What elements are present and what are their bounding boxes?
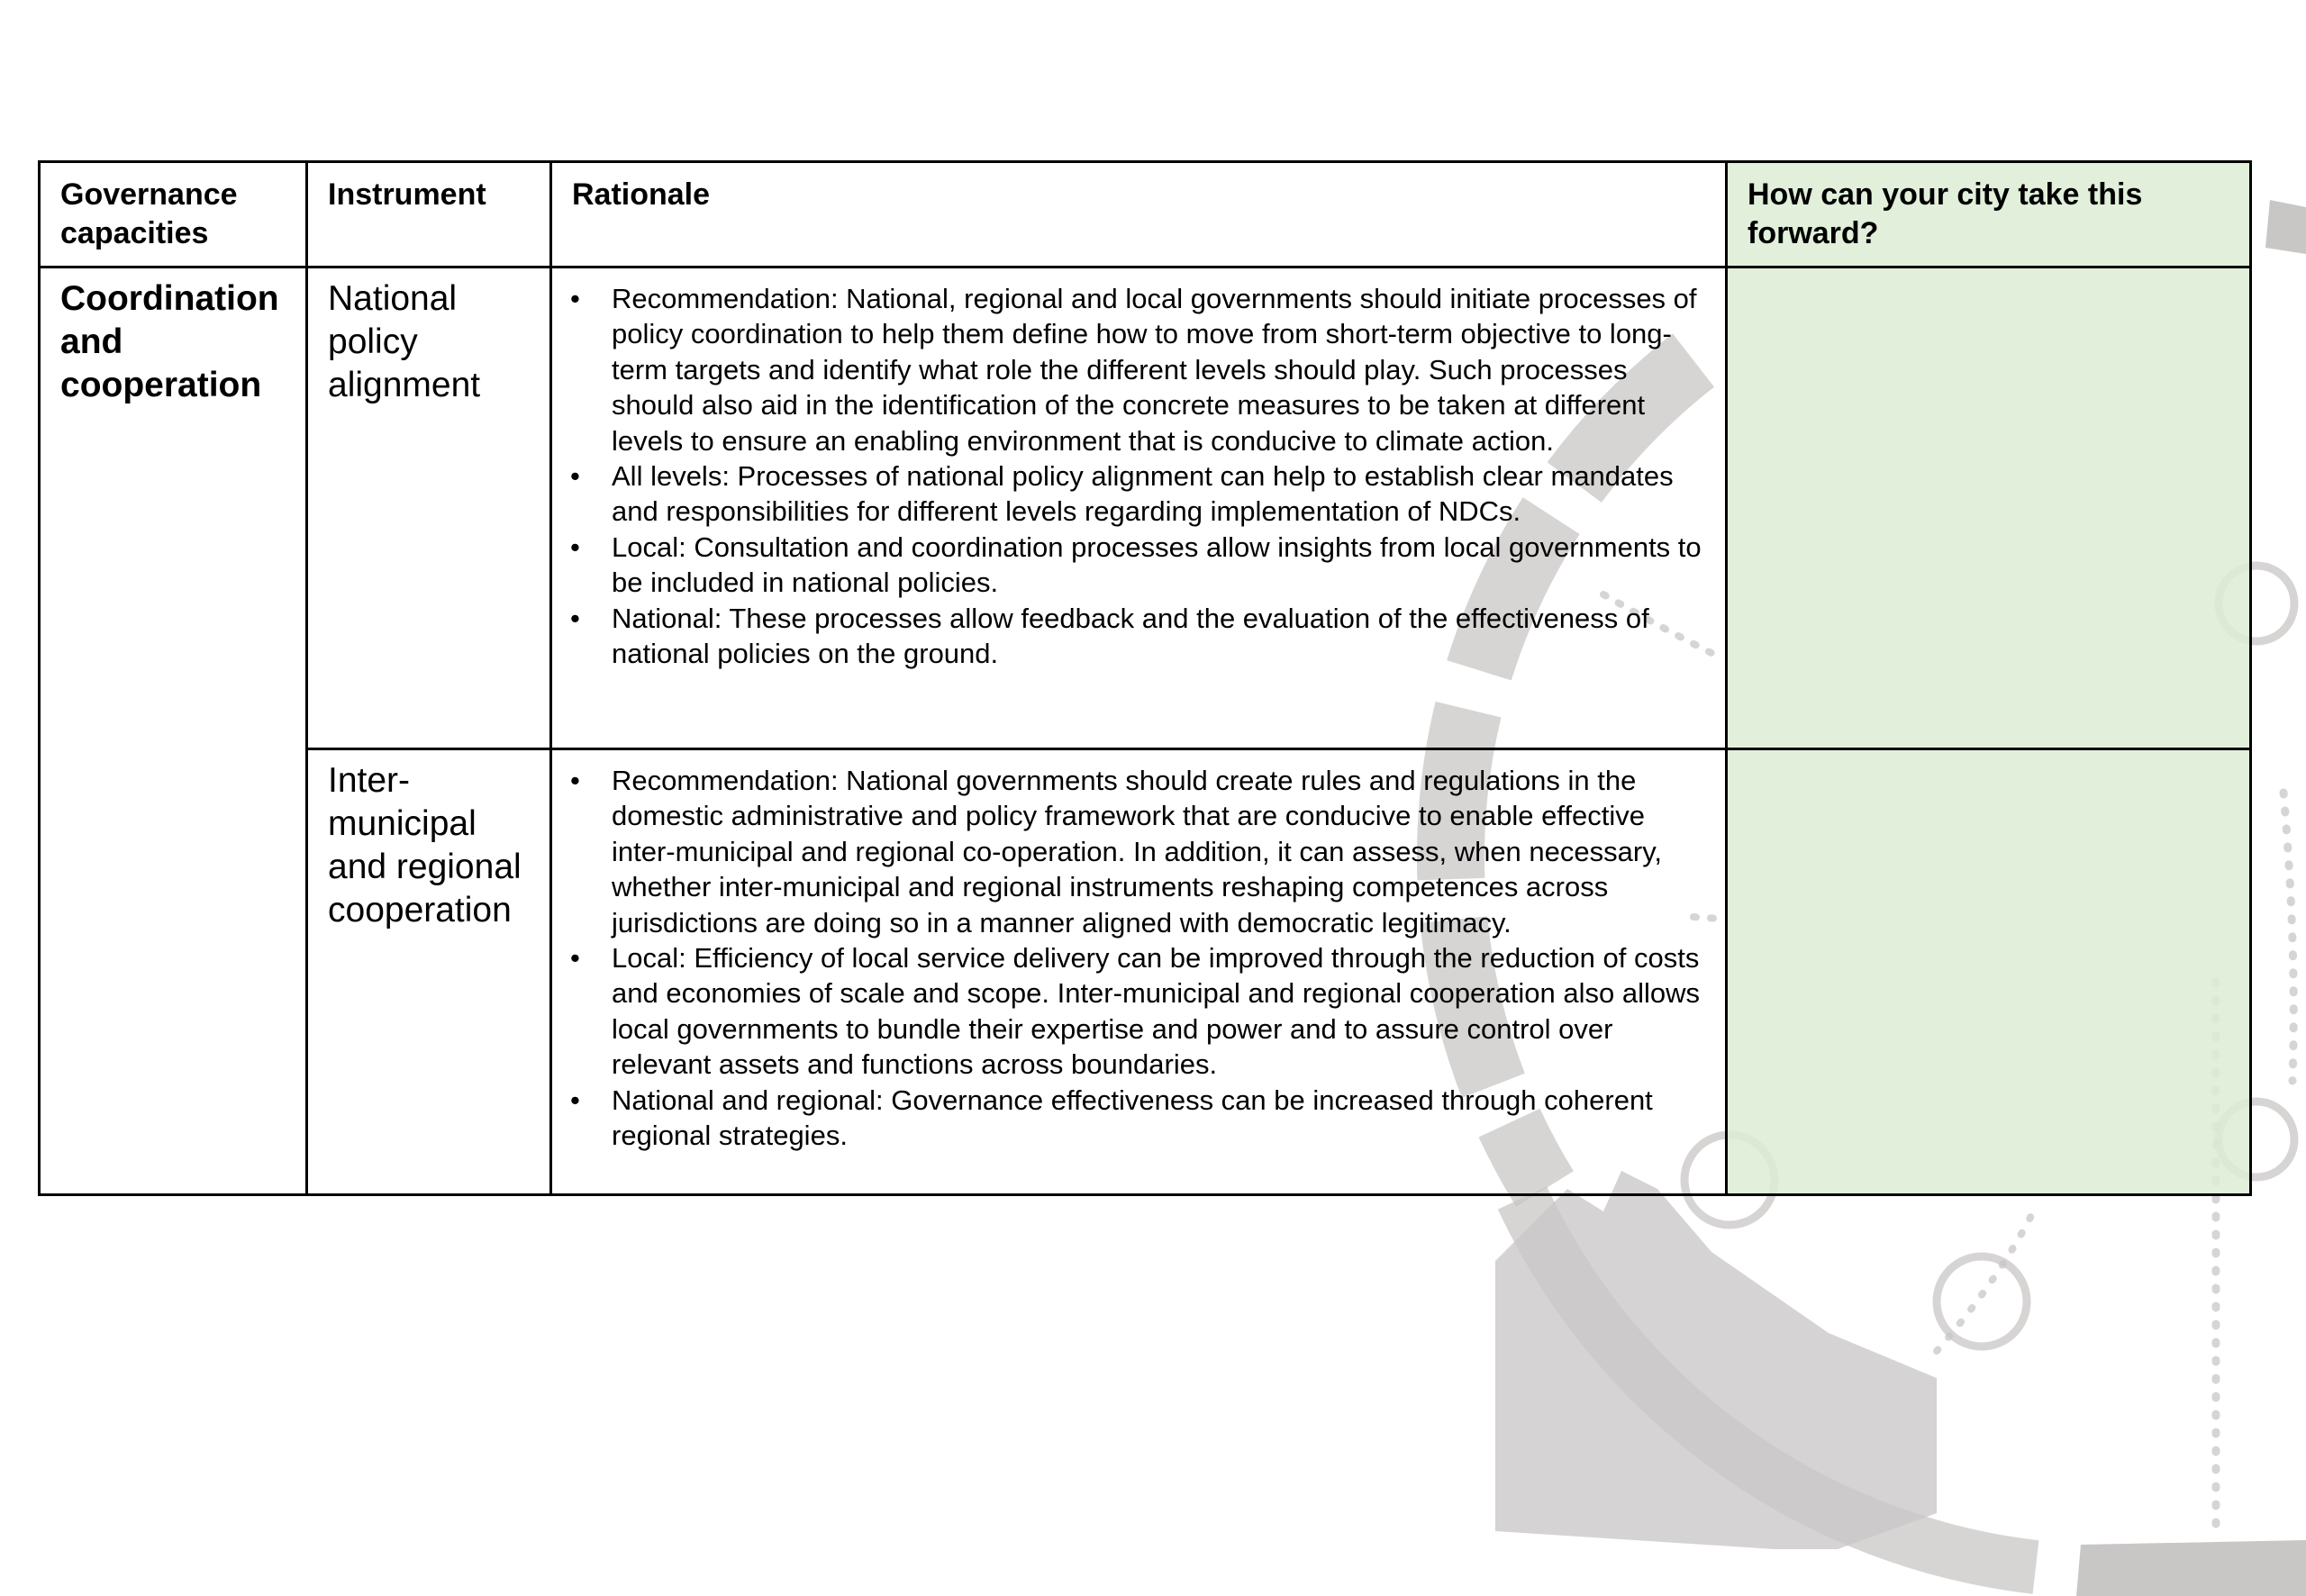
forward-response-cell[interactable] [1727,749,2251,1195]
rationale-text: Local: Consultation and coordination processes allow insights from local governments to be included in national policies. [612,530,1702,599]
table-header-row [40,162,2251,268]
rationale-text: All levels: Processes of national policy alignment can help to establish clear mandates and responsibilities for different levels regarding implementation of NDCs. [612,460,1674,528]
table-row [40,268,2251,749]
instrument-cell: National policy alignment [307,268,551,749]
bullet-marker: • [570,460,580,493]
rationale-bullet [570,940,1712,1083]
bullet-marker: • [570,602,580,634]
rationale-cell [551,268,1727,749]
instrument-cell: Inter-municipal and regional cooperation [307,749,551,1195]
header-governance-capacities: Governance capacities [40,162,307,268]
bullet-marker: • [570,283,580,314]
bullet-marker: • [570,530,580,563]
capacity-cell: Coordination and cooperation [40,268,307,1195]
rationale-bullet [570,530,1712,601]
header-rationale: Rationale [551,162,1727,268]
bullet-marker: • [570,942,580,975]
rationale-text: Recommendation: National governments should create rules and regulations in the domestic administrative and policy framework that are conducive to enable effective inter-municipal and regional co-operation. In addition, it can assess, when necessary, whether inter-municipal and regional instruments reshaping competences across jurisdictions are doing so in a manner aligned with democratic legitimacy. [612,765,1663,939]
rationale-bullet [570,1083,1712,1154]
rationale-cell [551,749,1727,1195]
table-row [40,749,2251,1195]
rationale-list [570,281,1712,671]
header-instrument: Instrument [307,162,551,268]
rationale-bullet [570,763,1712,940]
rationale-text: National: These processes allow feedback and the evaluation of the effectiveness of national policies on the ground. [612,602,1649,670]
forward-response-cell[interactable] [1727,268,2251,749]
header-how-can-your-city-take-this-forward: How can your city take this forward? [1727,162,2251,268]
rationale-list [570,763,1712,1153]
rationale-bullet [570,281,1712,458]
governance-capacities-table [38,160,2252,1196]
rationale-text: Local: Efficiency of local service delivery can be improved through the reduction of costs and economies of scale and scope. Inter-municipal and regional cooperation also allows local governments to bundle their expertise and power and to assure control over relevant assets and functions across boundaries. [612,942,1701,1081]
rationale-text: Recommendation: National, regional and local governments should initiate processes of policy coordination to help them define how to move from short-term objective to long-term targets and identify what role the different levels should play. Such processes should also aid in the identification of the concrete measures to be taken at different levels to ensure an enabling environment that is conducive to climate action. [612,283,1697,457]
bullet-marker: • [570,765,580,796]
bullet-marker: • [570,1084,580,1116]
rationale-bullet [570,601,1712,672]
rationale-bullet [570,458,1712,530]
rationale-text: National and regional: Governance effectiveness can be increased through coherent regional strategies. [612,1084,1653,1152]
